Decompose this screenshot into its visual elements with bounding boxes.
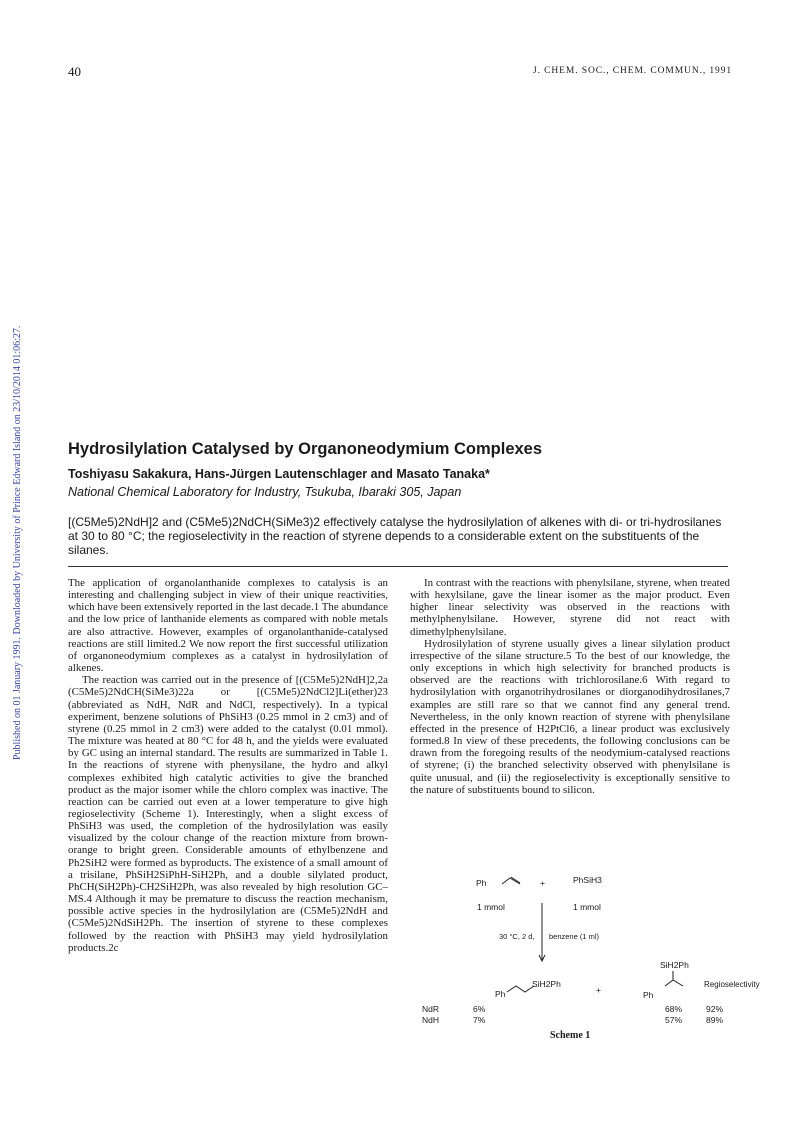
branched-yield: 68% (665, 1004, 683, 1014)
running-head: J. CHEM. SOC., CHEM. COMMUN., 1991 (533, 66, 732, 76)
linear-product-ph: Ph (495, 989, 506, 999)
branched-yield: 57% (665, 1015, 683, 1025)
article-abstract: [(C5Me5)2NdH]2 and (C5Me5)2NdCH(SiMe3)2 effectively catalyse the hydrosilylation of alkenes with di- or tri-hydrosilanes at 30 to 80 °C; the regioselectivity in the reaction of styrene depends to a considerable extent on the substituents of the silanes. (68, 515, 722, 557)
paragraph: In contrast with the reactions with phenylsilane, styrene, when treated with hexylsilane, gave the linear isomer as the major product. Even higher linear selectivity was observed in the reactions with methylphenylsilane. However, styrene did not react with dimethylphenylsilane. (410, 577, 730, 638)
page-number: 40 (68, 64, 81, 79)
branched-product-ph: Ph (643, 990, 654, 1000)
article-title: Hydrosilylation Catalysed by Organoneodymium Complexes (68, 440, 543, 458)
conditions-temperature: 30 °C, 2 d, (499, 932, 535, 941)
linear-product-bond (507, 986, 534, 992)
article-affiliation: National Chemical Laboratory for Industry, Tsukuba, Ibaraki 305, Japan (68, 485, 462, 499)
catalyst-label: NdR (422, 1004, 440, 1014)
styrene-double-bond (511, 877, 520, 883)
paragraph: The application of organolanthanide complexes to catalysis is an interesting and challenging subject in view of their unique reactivities, which have been extensively reported in the last decade.1 The abundance and the low price of lanthanide elements as compared with noble metals are also attractive. However, examples of organolanthanide-catalysed reactions are still limited.2 We now report the first successful utilization of organoneodymium complexes as a catalyst in hydrosilylation of alkenes. (68, 577, 388, 675)
branched-product-bond (665, 980, 683, 986)
regioselectivity-value: 92% (706, 1004, 724, 1014)
paragraph: Hydrosilylation of styrene usually gives a linear silylation product irrespective of the silane structure.5 To the best of our knowledge, the only exceptions in which high selectivity for branched products is observed are the reactions with trichlorosilane.6 With regard to hydrosilylation with organotrihydrosilanes or diorganodihydrosilanes,7 examples are still rare so that we cannot find any general trend. Nevertheless, in the only known reaction of styrene with phenylsilane effected in the presence of H2PtCl6, a linear product was exclusively formed.8 In view of these precedents, the following conclusions can be drawn from the foregoing results of the neodymium-catalysed reactions of styrene; (i) the branched selectivity observed with phenylsilane is quite unusual, and (ii) the regioselectivity is exceptionally sensitive to the nature of substituents bound to silicon. (410, 637, 730, 796)
branched-product-si: SiH2Ph (660, 960, 689, 970)
linear-product-si: SiH2Ph (532, 979, 561, 989)
phenylsilane: PhSiH3 (573, 875, 602, 885)
scheme-caption: Scheme 1 (550, 1030, 591, 1041)
linear-yield: 7% (473, 1015, 486, 1025)
conditions-solvent: benzene (1 ml) (549, 932, 600, 941)
regioselectivity-header: Regioselectivity (704, 980, 760, 989)
styrene-ph: Ph (476, 878, 487, 888)
article-authors: Toshiyasu Sakakura, Hans-Jürgen Lautenschlager and Masato Tanaka* (68, 467, 490, 481)
regioselectivity-value: 89% (706, 1015, 724, 1025)
linear-yield: 6% (473, 1004, 486, 1014)
paragraph: The reaction was carried out in the presence of [(C5Me5)2NdH]2,2a (C5Me5)2NdCH(SiMe3)22a or [(C5Me5)2NdCl2]Li(ether)23 (abbreviated as NdH, NdR and NdCl, respectively). In a typical experiment, benzene solutions of PhSiH3 (0.25 mmol in 2 cm3) and of styrene (0.25 mmol in 2 cm3) were added to the catalyst (0.01 mmol). The mixture was heated at 80 °C for 48 h, and the yields were evaluated by GC using an internal standard. The results are summarized in Table 1. In the reactions of styrene with phenysilane, the hydro and alkyl complexes exhibited high catalytic activities to give the branched product as the major isomer while the chloro complex was inactive. The reaction can be carried out even at a lower temperature to give high regioselectivity (Scheme 1). Interestingly, when a slight excess of PhSiH3 was used, the completion of the hydrosilylation was easily visualized by the colour change of the reaction mixture from brown-orange to bright green. Considerable amounts of ethylbenzene and Ph2SiH2 were formed as byproducts. The existence of a small amount of a trisilane, PhSiH2SiPhH-SiH2Ph, and a double silylated product, PhCH(SiH2Ph)-CH2SiH2Ph, was also revealed by high resolution GC–MS.4 Although it may be premature to discuss the reaction mechanism, possible active species in the hydrosilylation are (C5Me5)2NdH and (C5Me5)2NdSiH2Ph. The insertion of styrene to these complexes followed by the reaction with PhSiH3 may yield hydrosilylation products.2c (68, 674, 388, 954)
left-column (68, 577, 388, 954)
download-notice: Published on 01 January 1991. Downloaded by University of Prince Edward Island on 23/10/2014 01:06:27. (12, 325, 23, 760)
catalyst-label: NdH (422, 1015, 440, 1025)
right-column (410, 577, 730, 796)
plus-sign: + (540, 878, 545, 888)
plus-sign: + (596, 985, 601, 995)
amount-silane: 1 mmol (573, 902, 601, 912)
scheme-1 (410, 855, 760, 1025)
abstract-divider (68, 566, 728, 567)
amount-styrene: 1 mmol (477, 902, 505, 912)
